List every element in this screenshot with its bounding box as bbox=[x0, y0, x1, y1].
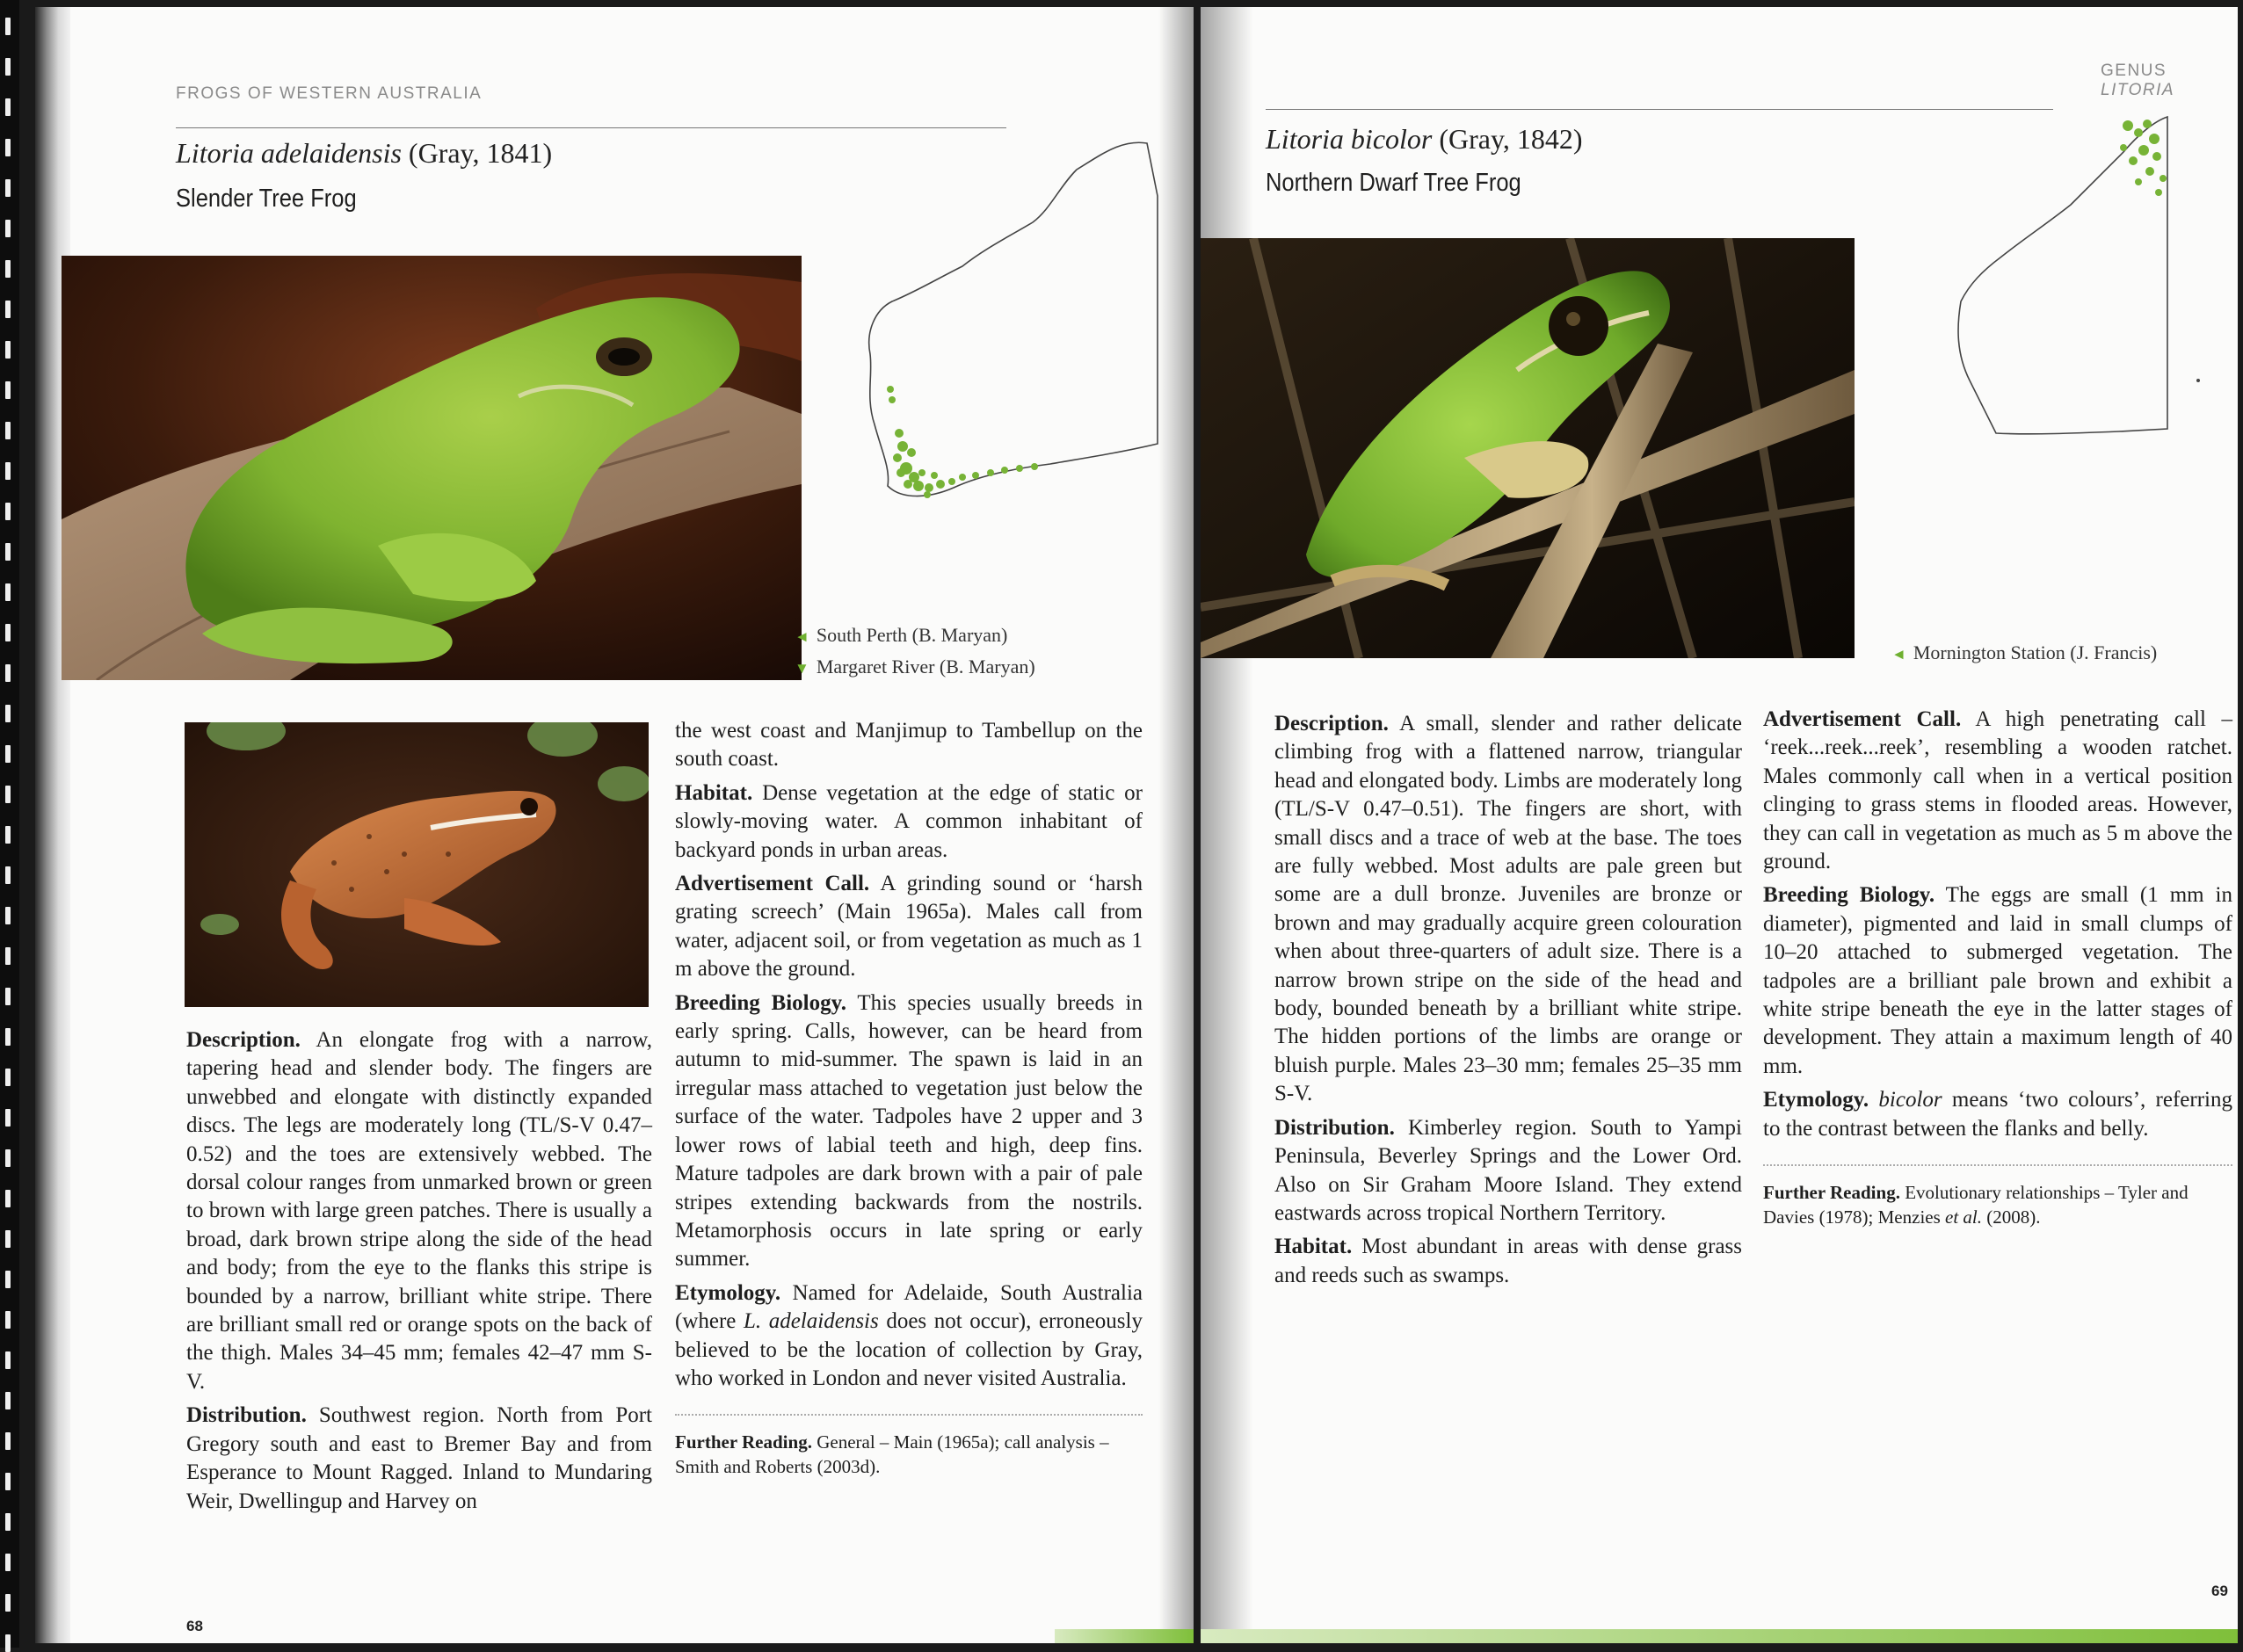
spine-mark bbox=[5, 139, 11, 156]
spine-mark bbox=[5, 260, 11, 278]
spine-mark bbox=[5, 341, 11, 359]
further-reading: Further Reading. Evolutionary relationships – Tyler and Davies (1978); Menzies et al. (2008). bbox=[1763, 1182, 2189, 1228]
species-scientific-name: Litoria adelaidensis (Gray, 1841) bbox=[176, 137, 553, 169]
green-footer-band bbox=[1201, 1629, 2238, 1643]
spine-mark bbox=[5, 503, 11, 520]
advertisement-call-paragraph: Advertisement Call. A high penetrating call – ‘reek...reek...reek’, resembling a wooden ratchet. Males commonly call when in a vertical position clinging to grass stems in flooded areas. However, they can call in vegetation as much as 5 m above the ground. bbox=[1763, 707, 2233, 874]
spine-mark bbox=[5, 220, 11, 237]
distribution-continued: the west coast and Manjimup to Tambellup on the south coast. bbox=[675, 719, 1143, 772]
spine-mark bbox=[5, 179, 11, 197]
spine-binding bbox=[0, 0, 19, 1648]
description-paragraph: Description. An elongate frog with a narrow, tapering head and slender body. The fingers are unwebbed and elongate with distinctly expanded discs. The legs are moderately long (TL/S-V 0.47–0.52) and the toes are extensively webbed. The dorsal colour ranges from unmarked brown or green to brown with large green patches. There is usually a broad, dark brown stripe along the side of the head and body; from the eye to the flanks this stripe is bounded by a narrow, brilliant white stripe. There are brilliant small red or orange spots on the back of the thigh. Males 34–45 mm; females 42–47 mm S-V. bbox=[186, 1028, 652, 1394]
page-number: 68 bbox=[186, 1618, 203, 1634]
spine-mark bbox=[5, 1311, 11, 1329]
page-number: 69 bbox=[2211, 1583, 2228, 1599]
left-page bbox=[35, 7, 1194, 1643]
photo-caption-1: ◄ South Perth (B. Maryan) bbox=[795, 624, 1008, 646]
spine-mark bbox=[5, 1271, 11, 1288]
text-column-2 bbox=[1763, 706, 2232, 1235]
dotted-divider bbox=[675, 1414, 1143, 1416]
photo-green-tree-frog bbox=[1201, 238, 1855, 658]
spine-mark bbox=[5, 98, 11, 116]
spine-mark bbox=[5, 1028, 11, 1046]
spine-mark bbox=[5, 1634, 11, 1652]
spine-mark bbox=[5, 1190, 11, 1207]
spine-mark bbox=[5, 1554, 11, 1571]
right-page bbox=[1201, 7, 2238, 1643]
etymology-paragraph: Etymology. Named for Adelaide, South Australia (where L. adelaidensis does not occur), erroneously believed to be the location of collection by Gray, who worked in London and never visited Australia. bbox=[675, 1280, 1143, 1390]
spine-mark bbox=[5, 301, 11, 318]
spine-mark bbox=[5, 1149, 11, 1167]
text-column-1 bbox=[186, 1026, 652, 1521]
description-paragraph: Description. A small, slender and rather delicate climbing frog with a flattened narrow, triangular head and elongated body. Limbs are moderately long (TL/S-V 0.47–0.51). The fingers are short, with small discs and a trace of web at the base. The toes are fully webbed. Most adults are pale green but some are a dull bronze. Juveniles are bronze or brown and may gradually acquire green colouration when about three-quarters of adult size. There is a narrow brown stripe on the side of the head and body, bounded beneath by a brilliant white stripe. The hidden portions of the limbs are orange or bluish purple. Males 23–30 mm; females 25–35 mm S-V. bbox=[1274, 712, 1742, 1106]
species-scientific-name: Litoria bicolor (Gray, 1842) bbox=[1266, 123, 1583, 155]
spine-mark bbox=[5, 1230, 11, 1248]
photo-caption: ◄ Mornington Station (J. Francis) bbox=[1891, 641, 2158, 663]
spine-mark bbox=[5, 826, 11, 844]
advertisement-call-paragraph: Advertisement Call. A grinding sound or ‘harsh grating screech’ (Main 1965a). Males call from water, adjacent soil, or from vegetation as much as 1 m above the ground. bbox=[675, 872, 1143, 982]
distribution-paragraph: Distribution. Kimberley region. South to Yampi Peninsula, Beverley Springs and the Lower Ord. Also on Sir Graham Moore Island. They extend eastwards across tropical Northern Territory. bbox=[1274, 1115, 1742, 1225]
spine-mark bbox=[5, 583, 11, 601]
spine-mark bbox=[5, 543, 11, 561]
dotted-divider bbox=[1763, 1164, 2232, 1166]
spine-mark bbox=[5, 1432, 11, 1450]
spine-mark bbox=[5, 422, 11, 439]
spine-mark bbox=[5, 381, 11, 399]
spine-mark bbox=[5, 866, 11, 884]
running-head: FROGS OF WESTERN AUSTRALIA bbox=[176, 84, 483, 103]
spine-mark bbox=[5, 1069, 11, 1086]
spine-mark bbox=[5, 988, 11, 1005]
etymology-paragraph: Etymology. bicolor means ‘two colours’, referring to the contrast between the flanks and belly. bbox=[1763, 1088, 2232, 1141]
spine-mark bbox=[5, 58, 11, 76]
spine-mark bbox=[5, 947, 11, 965]
text-column-1 bbox=[1274, 710, 1742, 1295]
spine-mark bbox=[5, 745, 11, 763]
species-common-name: Slender Tree Frog bbox=[176, 185, 357, 213]
spine-mark bbox=[5, 1473, 11, 1490]
photo-green-frog bbox=[62, 256, 802, 680]
running-head: GENUS LITORIA bbox=[2101, 62, 2175, 99]
spine-mark bbox=[5, 664, 11, 682]
spine-mark bbox=[5, 786, 11, 803]
green-footer-band bbox=[1055, 1629, 1194, 1643]
distribution-paragraph: Distribution. Southwest region. North from Port Gregory south and east to Bremer Bay and from Esperance to Mount Ragged. Inland to Mundaring Weir, Dwellingup and Harvey on bbox=[186, 1403, 652, 1513]
species-common-name: Northern Dwarf Tree Frog bbox=[1266, 169, 1521, 197]
habitat-paragraph: Habitat. Most abundant in areas with dense grass and reeds such as swamps. bbox=[1274, 1235, 1742, 1287]
spine-mark bbox=[5, 18, 11, 35]
habitat-paragraph: Habitat. Dense vegetation at the edge of static or slowly-moving water. A common inhabitant of backyard ponds in urban areas. bbox=[675, 780, 1143, 862]
text-column-2 bbox=[675, 717, 1143, 1484]
spine-mark bbox=[5, 624, 11, 641]
spine-mark bbox=[5, 907, 11, 924]
distribution-map bbox=[1908, 99, 2211, 521]
spine-mark bbox=[5, 705, 11, 722]
photo-caption-2: ▼ Margaret River (B. Maryan) bbox=[795, 656, 1035, 677]
page-edge bbox=[35, 7, 70, 1643]
distribution-map bbox=[831, 126, 1187, 539]
spine-mark bbox=[5, 1594, 11, 1612]
spine-mark bbox=[5, 1392, 11, 1409]
breeding-biology-paragraph: Breeding Biology. The eggs are small (1 mm in diameter), pigmented and laid in small clumps of 10–20 attached to submerged vegetation. The tadpoles are a brilliant pale brown and exhibit a white stripe beneath the eye in the latter stages of development. They attain a maximum length of 40 mm. bbox=[1763, 883, 2232, 1078]
further-reading: Further Reading. General – Main (1965a); call analysis – Smith and Roberts (2003d). bbox=[675, 1431, 1109, 1478]
photo-brown-frog bbox=[185, 722, 649, 1007]
spine-mark bbox=[5, 1109, 11, 1127]
spine-mark bbox=[5, 1513, 11, 1531]
spine-mark bbox=[5, 1351, 11, 1369]
breeding-biology-paragraph: Breeding Biology. This species usually breeds in early spring. Calls, however, can be heard from autumn to mid-summer. The spawn is laid in an irregular mass attached to vegetation just below the surface of the water. Tadpoles have 2 upper and 3 lower rows of labial teeth and high, deep fins. Mature tadpoles are dark brown with a pair of pale stripes extending backwards from the nostrils. Metamorphosis occurs in late spring or early summer. bbox=[675, 990, 1143, 1272]
spine-mark bbox=[5, 462, 11, 480]
